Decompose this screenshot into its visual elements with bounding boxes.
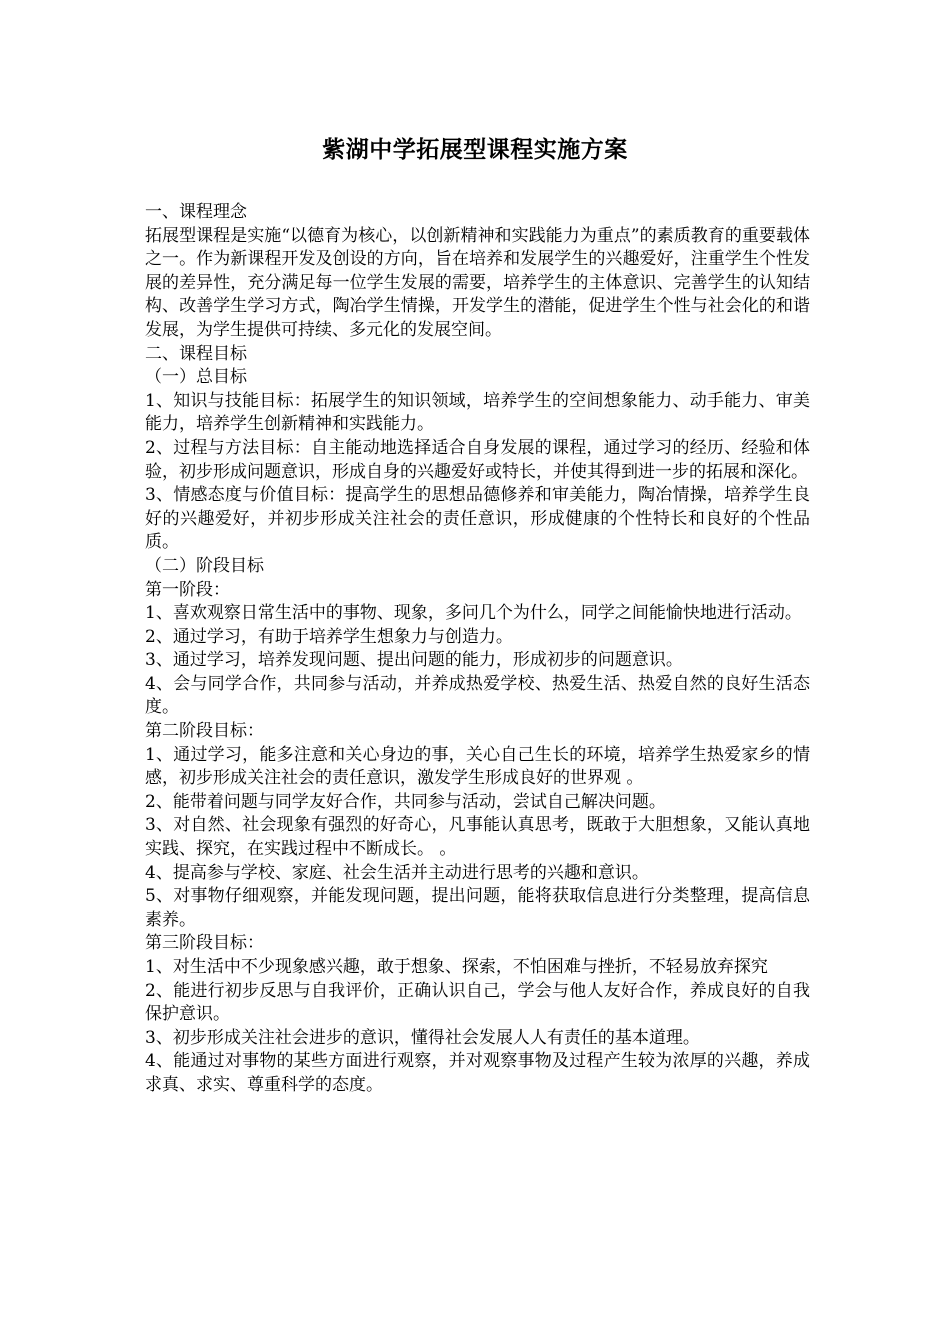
section-heading: 一、课程理念 — [145, 202, 247, 222]
list-item: 2、过程与方法目标：自主能动地选择适合自身发展的课程，通过学习的经历、经验和体验，初步形成问题意识，形成自身的兴趣爱好或特长，并使其得到进一步的拓展和深化。 — [145, 437, 810, 482]
list-item: 1、对生活中不少现象感兴趣，敢于想象、探索，不怕困难与挫折，不轻易放弃探究 — [145, 957, 768, 977]
list-item: 2、能带着问题与同学友好合作，共同参与活动，尝试自己解决问题。 — [145, 791, 666, 812]
list-item: 3、情感态度与价值目标：提高学生的思想品德修养和审美能力，陶冶情操，培养学生良好的兴趣爱好，并初步形成关注社会的责任意识，形成健康的个性特长和良好的个性品质。 — [145, 485, 810, 553]
list-item: 1、知识与技能目标：拓展学生的知识领域，培养学生的空间想象能力、动手能力、审美能力，培养学生创新精神和实践能力。 — [145, 390, 810, 435]
list-item: 1、通过学习，能多注意和关心身边的事，关心自己生长的环境，培养学生热爱家乡的情感，初步形成关注社会的责任意识，激发学生形成良好的世界观 。 — [145, 744, 810, 789]
list-item: 4、提高参与学校、家庭、社会生活并主动进行思考的兴趣和意识。 — [145, 862, 649, 883]
stage-heading: 第一阶段： — [145, 579, 230, 600]
list-item: 1、喜欢观察日常生活中的事物、现象，多问几个为什么，同学之间能愉快地进行活动。 — [145, 603, 802, 624]
list-item: 3、初步形成关注社会进步的意识，懂得社会发展人人有责任的基本道理。 — [145, 1027, 700, 1048]
subsection-heading: （一）总目标 — [145, 367, 247, 388]
list-item: 5、对事物仔细观察，并能发现问题，提出问题，能将获取信息进行分类整理，提高信息素养。 — [145, 886, 810, 930]
list-item: 2、通过学习，有助于培养学生想象力与创造力。 — [145, 626, 513, 647]
subsection-heading: （二）阶段目标 — [145, 555, 264, 576]
list-item: 2、能进行初步反思与自我评价，正确认识自己，学会与他人友好合作，养成良好的自我保护意识。 — [145, 980, 810, 1025]
stage-heading: 第二阶段目标： — [145, 721, 264, 742]
section-heading: 二、课程目标 — [145, 343, 247, 364]
paragraph: 拓展型课程是实施“以德育为核心，以创新精神和实践能力为重点”的素质教育的重要载体之一。作为新课程开发及创设的方向，旨在培养和发展学生的兴趣爱好，注重学生个性发展的差异性，充分满足每一位学生发展的需要，培养学生的主体意识、完善学生的认知结构、改善学生学习方式，陶冶学生情操，开发学生的潜能，促进学生个性与社会化的和谐发展，为学生提供可持续、多元化的发展空间。 — [145, 225, 810, 340]
stage-heading: 第三阶段目标： — [145, 933, 264, 954]
document-body — [145, 201, 810, 1098]
list-item: 4、能通过对事物的某些方面进行观察，并对观察事物及过程产生较为浓厚的兴趣，养成求真、求实、尊重科学的态度。 — [145, 1051, 810, 1095]
list-item: 3、通过学习，培养发现问题、提出问题的能力，形成初步的问题意识。 — [145, 650, 683, 671]
list-item: 3、对自然、社会现象有强烈的好奇心，凡事能认真思考，既敢于大胆想象，又能认真地实践、探究，在实践过程中不断成长。 。 — [145, 815, 810, 860]
document-title: 紫湖中学拓展型课程实施方案 — [322, 137, 628, 163]
list-item: 4、会与同学合作，共同参与活动，并养成热爱学校、热爱生活、热爱自然的良好生活态度。 — [145, 673, 810, 718]
